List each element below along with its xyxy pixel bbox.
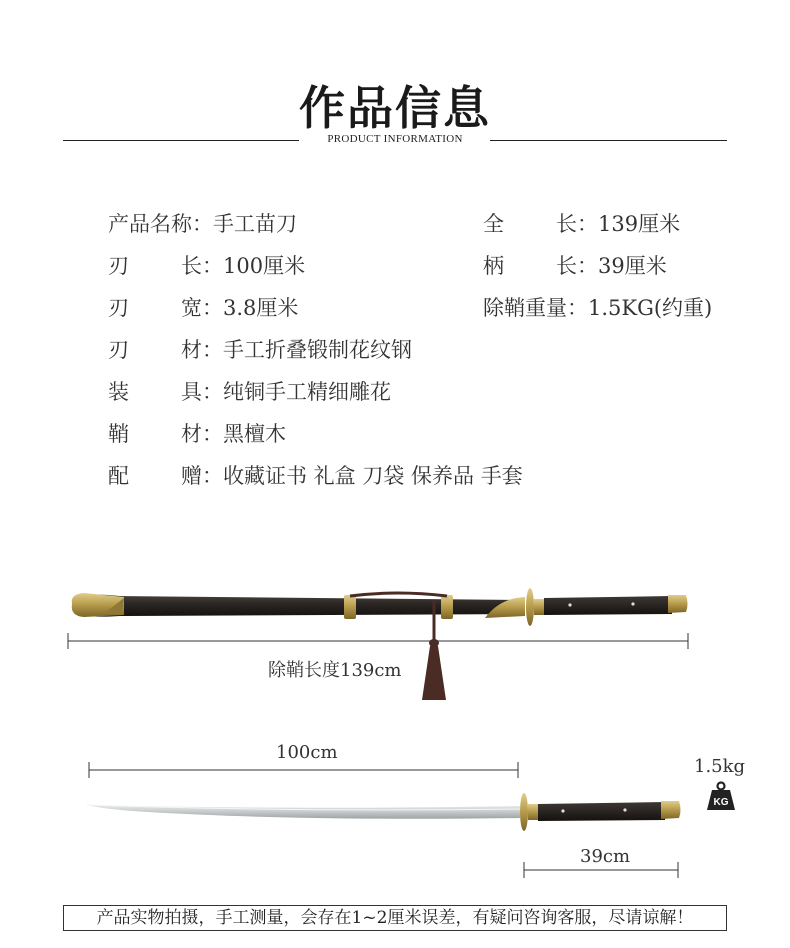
spec-value: 收藏证书 礼盒 刀袋 保养品 手套 (223, 464, 523, 488)
spec-label: 长： (181, 254, 223, 278)
weight-icon-text: KG (713, 797, 729, 808)
blade-length-label: 100cm (276, 742, 338, 763)
spec-label: 柄 (483, 254, 504, 278)
spec-value: 139厘米 (598, 212, 681, 236)
handle-peg (623, 808, 626, 811)
spec-label: 具： (181, 380, 223, 404)
page-title: 作品信息 (299, 81, 491, 135)
spec-label: 产品名称： (108, 212, 213, 236)
spec-label: 赠： (181, 464, 223, 488)
spec-label: 材： (181, 338, 223, 362)
spec-label: 材： (181, 422, 223, 446)
handle-peg (631, 602, 634, 605)
scabbard (80, 595, 525, 617)
spec-value: 黑檀木 (223, 422, 286, 446)
spec-label: 长： (556, 212, 598, 236)
tsuba (520, 793, 528, 831)
handle (538, 802, 665, 821)
blade-dimension-line (89, 762, 518, 778)
habaki (528, 804, 538, 820)
page-subtitle: PRODUCT INFORMATION (327, 133, 463, 145)
habaki (534, 599, 544, 615)
handle-length-label: 39cm (580, 846, 631, 867)
weight-icon (705, 781, 737, 811)
spec-value: 手工苗刀 (213, 212, 297, 236)
unsheathed-sword (86, 793, 681, 831)
overall-dimension-line (68, 633, 688, 649)
spec-label: 刃 (108, 296, 129, 320)
spec-label: 全 (483, 212, 504, 236)
disclaimer: 产品实物拍摄，手工测量，会存在1~2厘米误差，有疑问咨询客服，尽请谅解！ (63, 905, 727, 931)
spec-value: 1.5KG(约重) (588, 296, 713, 320)
tassel-knot (429, 639, 439, 647)
spec-label: 装 (108, 380, 129, 404)
handle-peg (561, 809, 564, 812)
spec-label: 刃 (108, 254, 129, 278)
tsuba (526, 588, 534, 626)
weight-label: 1.5kg (694, 756, 746, 777)
spec-value: 100厘米 (223, 254, 306, 278)
spec-label: 刃 (108, 338, 129, 362)
handle (544, 596, 672, 615)
spec-label: 宽： (181, 296, 223, 320)
overall-length-label: 除鞘长度139cm (268, 660, 402, 681)
scabbard-band-1 (344, 595, 356, 619)
handle-peg (568, 603, 571, 606)
spec-label: 除鞘重量： (483, 296, 588, 320)
spec-value: 39厘米 (598, 254, 667, 278)
spec-value: 3.8厘米 (223, 296, 299, 320)
pommel (661, 801, 681, 819)
tassel (422, 646, 446, 700)
spec-label: 长： (556, 254, 598, 278)
sheathed-sword (72, 588, 688, 700)
spec-label: 鞘 (108, 422, 129, 446)
pommel (668, 595, 688, 613)
spec-label: 配 (108, 464, 129, 488)
scabbard-band-2 (441, 595, 453, 619)
sageo-cord (350, 593, 447, 596)
spec-value: 手工折叠锻制花纹钢 (223, 338, 412, 362)
spec-value: 纯铜手工精细雕花 (223, 380, 391, 404)
